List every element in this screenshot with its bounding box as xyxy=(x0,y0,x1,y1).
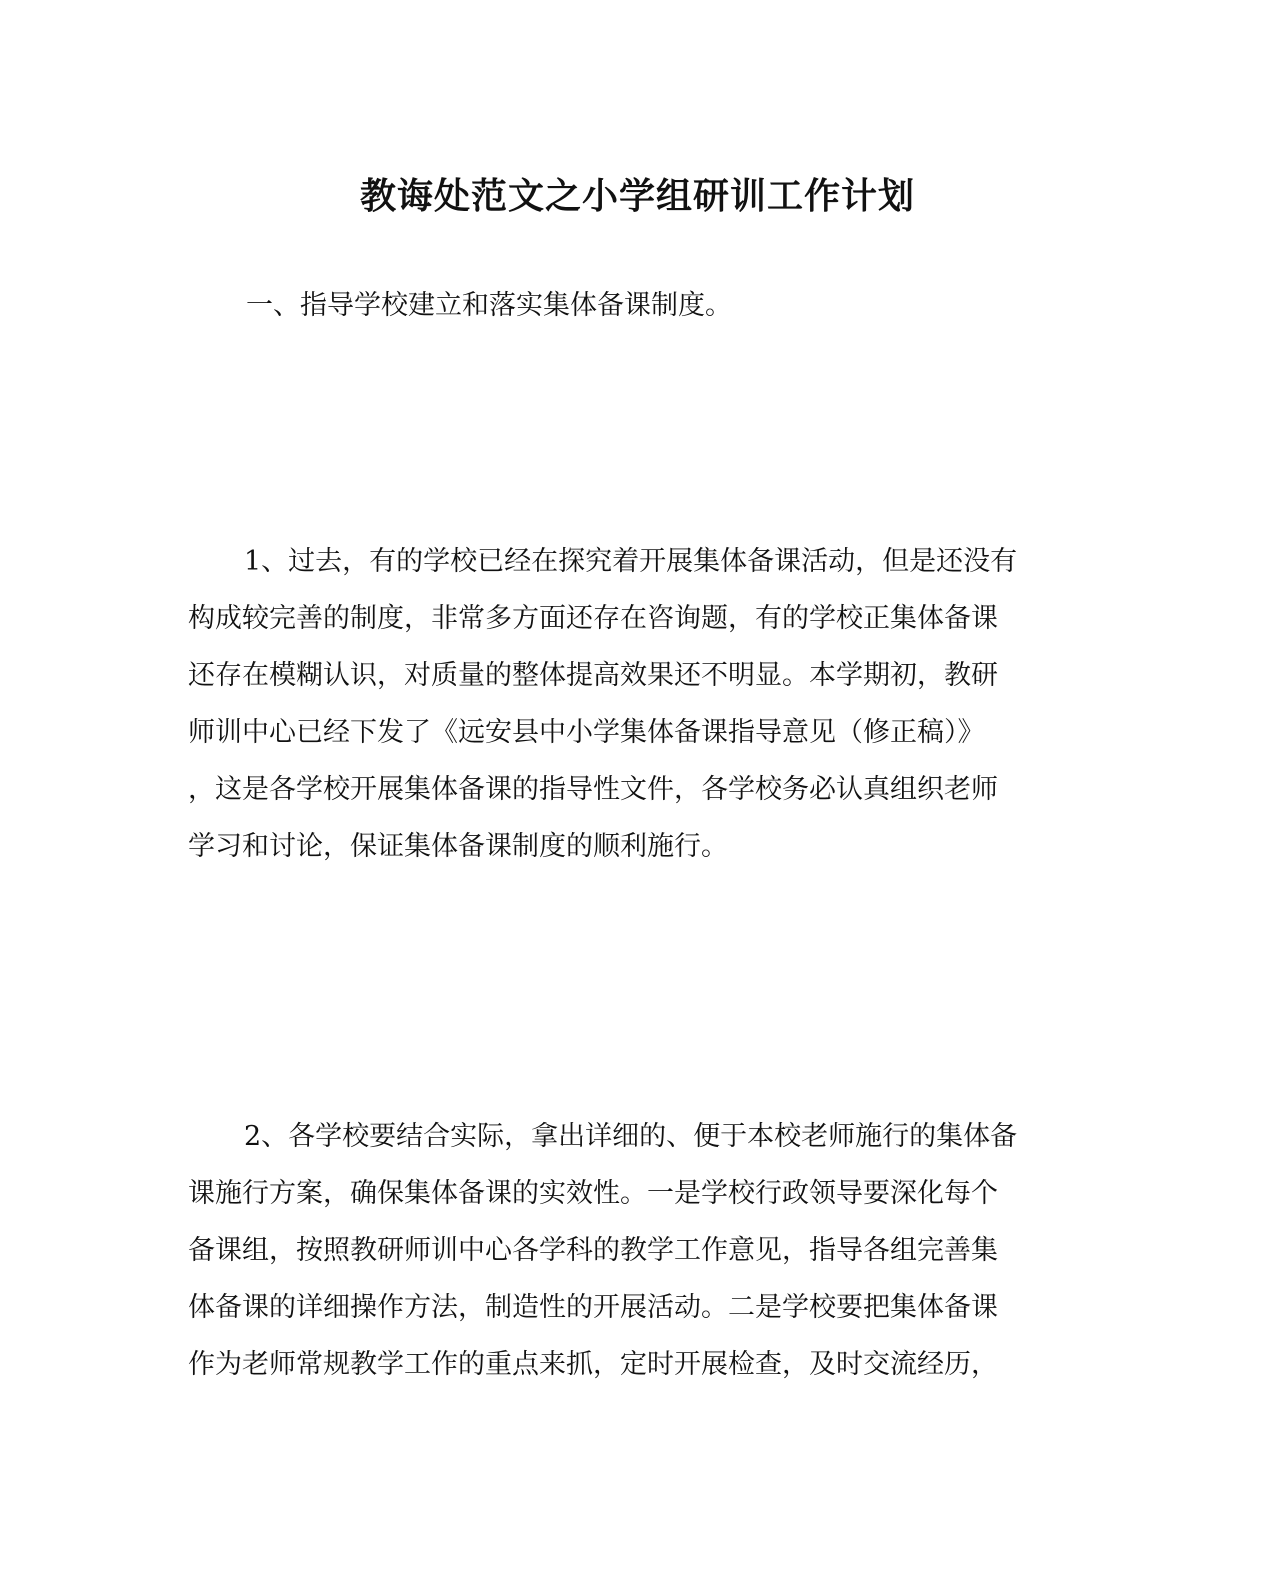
paragraph-line: ，这是各学校开展集体备课的指导性文件，各学校务必认真组织老师 xyxy=(188,774,998,805)
paragraph-line: 2、各学校要结合实际，拿出详细的、便于本校老师施行的集体备 xyxy=(244,1121,1018,1152)
paragraph-line: 1、过去，有的学校已经在探究着开展集体备课活动，但是还没有 xyxy=(244,546,1018,577)
paragraph-2 xyxy=(188,1108,1068,1393)
paragraph-line: 还存在模糊认识，对质量的整体提高效果还不明显。本学期初，教研 xyxy=(188,660,998,691)
paragraph-1 xyxy=(188,533,1068,875)
paragraph-line: 体备课的详细操作方法，制造性的开展活动。二是学校要把集体备课 xyxy=(188,1292,998,1323)
document-title: 教诲处范文之小学组研训工作计划 xyxy=(359,175,915,217)
paragraph-line: 作为老师常规教学工作的重点来抓，定时开展检查，及时交流经历， xyxy=(188,1349,998,1380)
paragraph-line: 学习和讨论，保证集体备课制度的顺利施行。 xyxy=(188,831,728,862)
paragraph-line: 备课组，按照教研师训中心各学科的教学工作意见，指导各组完善集 xyxy=(188,1235,998,1266)
section-heading: 一、指导学校建立和落实集体备课制度。 xyxy=(246,290,732,321)
paragraph-line: 课施行方案，确保集体备课的实效性。一是学校行政领导要深化每个 xyxy=(188,1178,998,1209)
paragraph-line: 师训中心已经下发了《远安县中小学集体备课指导意见（修正稿）》 xyxy=(188,717,985,748)
paragraph-line: 构成较完善的制度，非常多方面还存在咨询题，有的学校正集体备课 xyxy=(188,603,998,634)
